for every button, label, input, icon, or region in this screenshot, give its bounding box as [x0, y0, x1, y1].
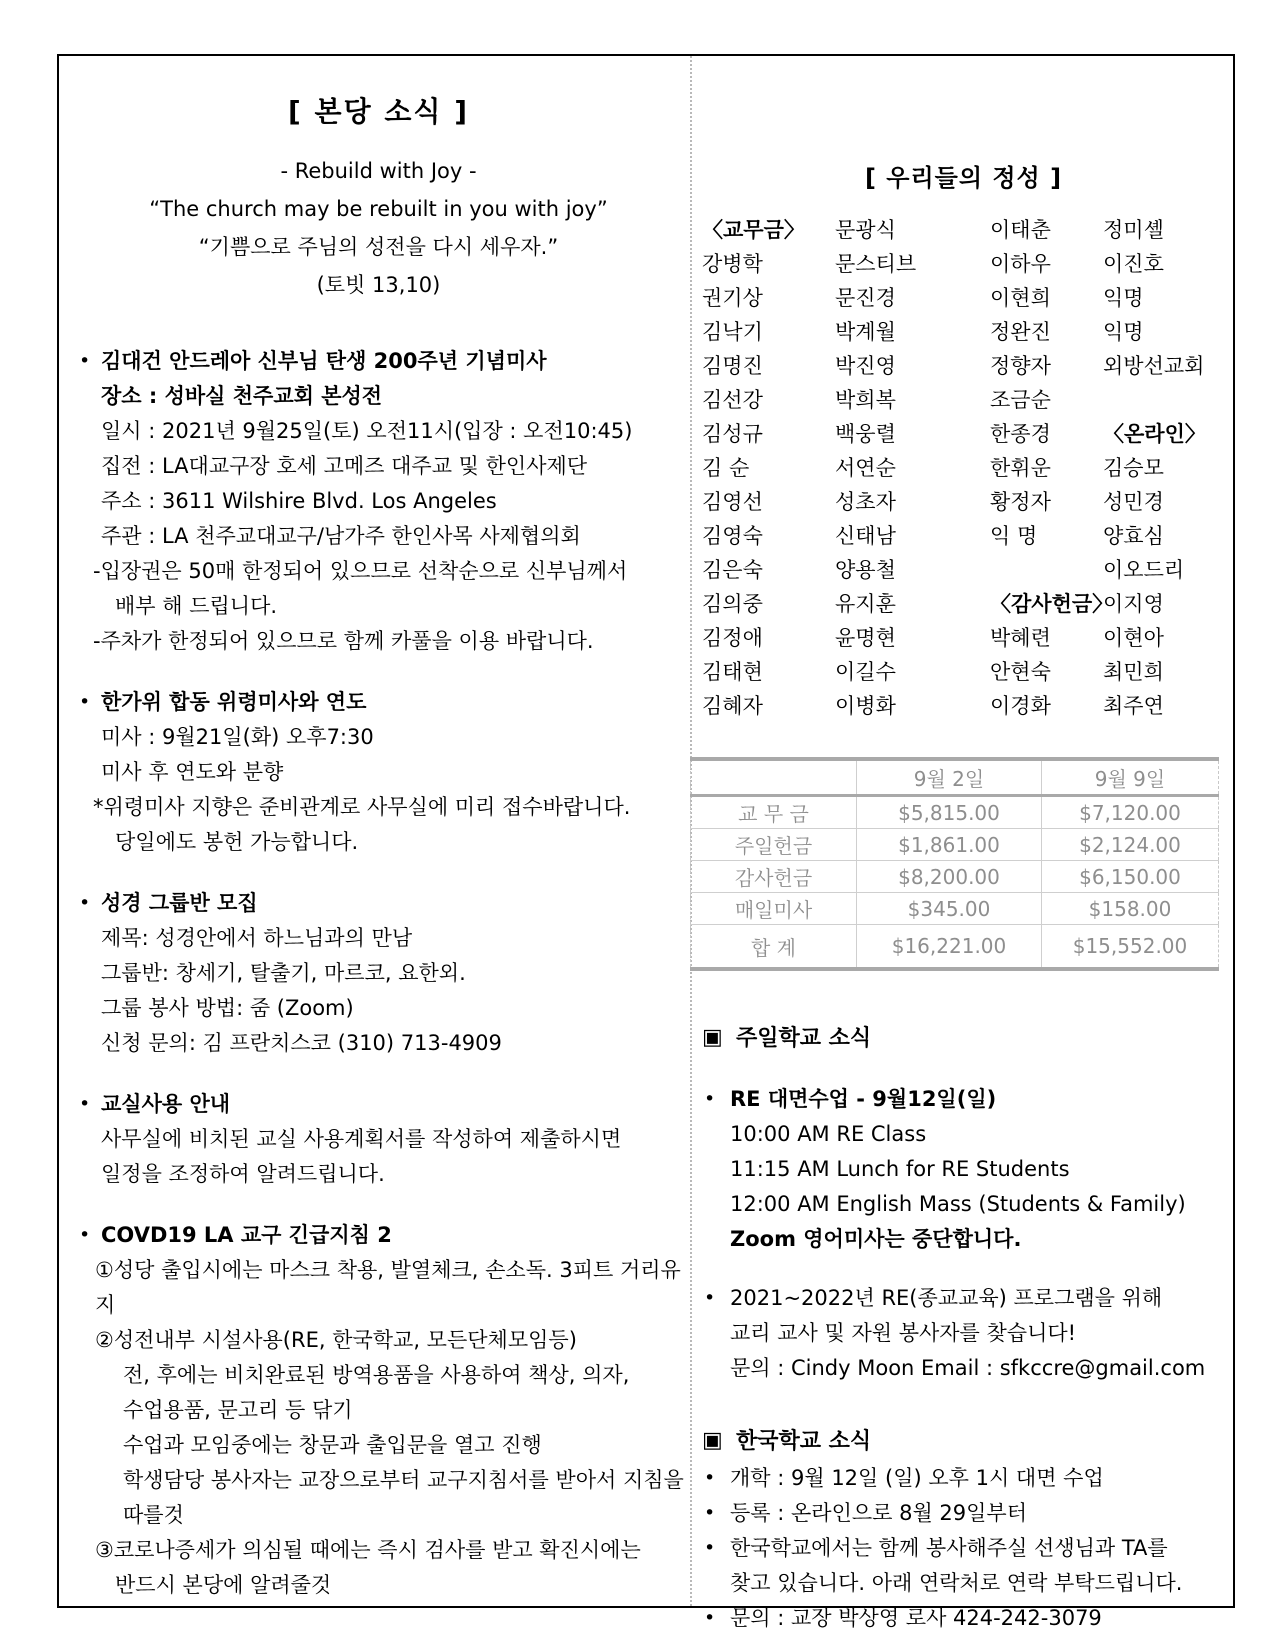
donor-name: 김은숙 [702, 558, 763, 582]
donor-name: 김성규 [702, 422, 763, 446]
total-amount-cell: $16,221.00 [857, 925, 1042, 970]
amount-cell: $2,124.00 [1042, 829, 1219, 861]
table-row [691, 861, 1219, 893]
donor-name: 양효심 [1103, 524, 1164, 548]
detail-line: 일시 : 2021년 9월25일(토) 오전11시(입장 : 오전10:45) [101, 419, 633, 443]
donor-name: 한휘운 [990, 456, 1051, 480]
donor-name: 김정애 [702, 626, 763, 650]
offerings-column [692, 56, 1233, 1630]
sunday-school-header [702, 1021, 1225, 1056]
square-bullet-icon: ▣ [702, 1428, 723, 1453]
donor-name [1103, 383, 1223, 417]
donor-name: 윤명현 [835, 626, 896, 650]
detail-line: 제목: 성경안에서 하느님과의 만남 [101, 926, 413, 950]
donor-name: 이길수 [835, 660, 896, 684]
re-class-heading [702, 1082, 1225, 1117]
donor-name: 최민희 [1103, 660, 1164, 684]
donor-name: 황정자 [990, 490, 1051, 514]
donor-name: 서연순 [835, 456, 896, 480]
donor-name: 〈교무금〉 [702, 218, 805, 242]
donor-column-2 [835, 213, 990, 723]
bulletin-sheet [57, 54, 1235, 1630]
donor-name: 조금순 [990, 388, 1051, 412]
section-heading [73, 344, 684, 379]
donor-name: 정미셸 [1103, 218, 1164, 242]
square-bullet-icon: ▣ [702, 1025, 723, 1050]
amount-cell: $345.00 [857, 893, 1042, 925]
korean-school-item-text: 한국학교에서는 함께 봉사해주실 선생님과 TA를 [730, 1536, 1168, 1560]
collection-table [690, 757, 1219, 971]
detail-line: -입장권은 50매 한정되어 있으므로 선착순으로 신부님께서 [93, 559, 628, 583]
section-memorial-mass [73, 685, 684, 860]
header-cell-blank [691, 759, 857, 796]
detail-line: 주소 : 3611 Wilshire Blvd. Los Angeles [101, 489, 497, 513]
amount-cell: $8,200.00 [857, 861, 1042, 893]
detail-line: 학생담당 봉사자는 교장으로부터 교구지침서를 받아서 지침을 [123, 1468, 684, 1492]
donor-name: 김선강 [702, 388, 763, 412]
donor-column-1 [702, 213, 835, 723]
korean-school-item [702, 1461, 1225, 1496]
donor-name [990, 553, 1103, 587]
detail-line: 신청 문의: 김 프란치스코 (310) 713-4909 [101, 1031, 502, 1055]
donor-name: 성초자 [835, 490, 896, 514]
donor-name: 성민경 [1103, 490, 1164, 514]
amount-cell: $7,120.00 [1042, 796, 1219, 829]
korean-school-item [702, 1531, 1225, 1566]
schedule-line: 10:00 AM RE Class [730, 1122, 927, 1146]
detail-line: 당일에도 봉헌 가능합니다. [115, 830, 359, 854]
donor-name: 김영숙 [702, 524, 763, 548]
donor-column-3 [990, 213, 1114, 723]
detail-line: -주차가 한정되어 있으므로 함께 카풀을 이용 바랍니다. [93, 629, 594, 653]
recruit-contact-line: 문의 : Cindy Moon Email : sfkccre@gmail.com [730, 1356, 1206, 1380]
korean-school-header [702, 1424, 1225, 1459]
donor-name: 김혜자 [702, 694, 763, 718]
donor-name: 〈감사헌금〉 [990, 592, 1114, 616]
amount-cell: $6,150.00 [1042, 861, 1219, 893]
donor-name: 〈온라인〉 [1103, 422, 1206, 446]
donor-name: 이오드리 [1103, 558, 1185, 582]
donor-name: 최주연 [1103, 694, 1164, 718]
korean-school-section [702, 1424, 1225, 1636]
detail-line: 배부 해 드립니다. [115, 594, 278, 618]
donor-name: 문스티브 [835, 252, 917, 276]
subtitle-line: (토빗 13,10) [316, 273, 441, 297]
donor-name: 이지영 [1103, 592, 1164, 616]
detail-line: 따를것 [123, 1503, 184, 1527]
donor-column-4 [1103, 213, 1223, 723]
detail-line: 주관 : LA 천주교대교구/남가주 한인사목 사제협의회 [101, 524, 581, 548]
donor-name: 김승모 [1103, 456, 1164, 480]
amount-cell: $5,815.00 [857, 796, 1042, 829]
detail-line: ③코로나증세가 의심될 때에는 즉시 검사를 받고 확진시에는 [95, 1538, 641, 1562]
table-row [691, 893, 1219, 925]
korean-school-item [702, 1496, 1225, 1531]
bullet-icon: • [79, 1093, 91, 1115]
bullet-icon: • [79, 892, 91, 914]
donor-name: 김영선 [702, 490, 763, 514]
donor-name: 양용철 [835, 558, 896, 582]
korean-school-item [702, 1601, 1225, 1636]
section-heading-text: COVD19 LA 교구 긴급지침 2 [101, 1223, 392, 1247]
bullet-icon: • [704, 1502, 716, 1524]
zoom-note-line: Zoom 영어미사는 중단합니다. [730, 1227, 1022, 1251]
header-cell-date1: 9월 2일 [857, 759, 1042, 796]
detail-line: 집전 : LA대교구장 호세 고메즈 대주교 및 한인사제단 [101, 454, 588, 478]
parish-news-title: [ 본당 소식 ] [287, 95, 470, 128]
donor-name: 박계월 [835, 320, 896, 344]
detail-line: ①성당 출입시에는 마스크 착용, 발열체크, 손소독. 3피트 거리유지 [95, 1258, 681, 1317]
section-heading-text: 김대건 안드레아 신부님 탄생 200주년 기념미사 [101, 349, 547, 373]
recruit-line: 교리 교사 및 자원 봉사자를 찾습니다! [730, 1321, 1077, 1345]
total-amount-cell: $15,552.00 [1042, 925, 1219, 970]
section-classroom-use [73, 1087, 684, 1192]
parish-news-subtitle [73, 152, 684, 304]
donor-name: 이태춘 [990, 218, 1051, 242]
bullet-icon: • [79, 350, 91, 372]
table-row [691, 829, 1219, 861]
row-label: 교 무 금 [691, 796, 857, 829]
donor-name: 김태현 [702, 660, 763, 684]
korean-school-item-text: 개학 : 9월 12일 (일) 오후 1시 대면 수업 [730, 1466, 1104, 1490]
donor-name: 유지훈 [835, 592, 896, 616]
donor-name: 강병학 [702, 252, 763, 276]
recruit-line-text: 2021~2022년 RE(종교교육) 프로그램을 위해 [730, 1286, 1163, 1310]
bullet-icon: • [704, 1607, 716, 1629]
donor-name: 문광식 [835, 218, 896, 242]
schedule-line: 11:15 AM Lunch for RE Students [730, 1157, 1070, 1181]
table-header-row [691, 759, 1219, 796]
donor-name: 김의중 [702, 592, 763, 616]
korean-school-items [702, 1461, 1225, 1636]
re-class-heading-text: RE 대면수업 - 9월12일(일) [730, 1087, 997, 1111]
bullet-icon: • [79, 691, 91, 713]
bullet-icon: • [704, 1088, 716, 1110]
section-heading-text: 성경 그룹반 모집 [101, 891, 258, 915]
donor-name: 이진호 [1103, 252, 1164, 276]
detail-line: 장소 : 성바실 천주교회 본성전 [101, 384, 383, 408]
detail-line: 수업용품, 문고리 등 닦기 [123, 1398, 353, 1422]
subtitle-line: “기쁨으로 주님의 성전을 다시 세우자.” [198, 235, 559, 259]
section-heading [73, 886, 684, 921]
section-bible-group [73, 886, 684, 1061]
donor-name: 권기상 [702, 286, 763, 310]
section-heading [73, 685, 684, 720]
donor-name: 이병화 [835, 694, 896, 718]
section-heading-text: 교실사용 안내 [101, 1092, 231, 1116]
table-total-row [691, 925, 1219, 970]
donor-name: 이하우 [990, 252, 1051, 276]
donor-name: 익 명 [990, 524, 1038, 548]
donor-name: 백웅렬 [835, 422, 896, 446]
detail-line: *위령미사 지향은 준비관계로 사무실에 미리 접수바랍니다. [93, 795, 631, 819]
donor-name: 김 순 [702, 456, 750, 480]
section-covid-guidelines [73, 1218, 684, 1603]
total-label: 합 계 [691, 925, 857, 970]
donor-name: 문진경 [835, 286, 896, 310]
donor-name: 박혜련 [990, 626, 1051, 650]
donor-name: 안현숙 [990, 660, 1051, 684]
donor-name: 김명진 [702, 354, 763, 378]
amount-cell: $158.00 [1042, 893, 1219, 925]
donor-name-grid [702, 213, 1225, 723]
section-heading [73, 1218, 684, 1253]
parish-news-column [59, 56, 690, 1606]
section-anniversary-mass [73, 344, 684, 659]
donor-name: 익명 [1103, 320, 1144, 344]
section-heading-text: 한가위 합동 위령미사와 연도 [101, 690, 367, 714]
detail-line: 사무실에 비치된 교실 사용계획서를 작성하여 제출하시면 [101, 1127, 622, 1151]
schedule-line: 12:00 AM English Mass (Students & Family) [730, 1192, 1186, 1216]
row-label: 감사헌금 [691, 861, 857, 893]
donor-name: 박희복 [835, 388, 896, 412]
donor-name: 김낙기 [702, 320, 763, 344]
detail-line: 반드시 본당에 알려줄것 [115, 1573, 332, 1597]
offerings-title: [ 우리들의 정성 ] [864, 164, 1063, 192]
korean-school-item-text: 문의 : 교장 박상영 로사 424-242-3079 [730, 1606, 1102, 1630]
korean-school-header-text: 한국학교 소식 [736, 1429, 872, 1454]
bullet-icon: • [79, 1224, 91, 1246]
donor-name: 정완진 [990, 320, 1051, 344]
sunday-school-section [702, 1021, 1225, 1386]
amount-cell: $1,861.00 [857, 829, 1042, 861]
donor-name: 한종경 [990, 422, 1051, 446]
detail-line: 전, 후에는 비치완료된 방역용품을 사용하여 책상, 의자, [123, 1363, 630, 1387]
detail-line: 그룹반: 창세기, 탈출기, 마르코, 요한외. [101, 961, 466, 985]
bullet-icon: • [704, 1467, 716, 1489]
detail-line: ②성전내부 시설사용(RE, 한국학교, 모든단체모임등) [95, 1328, 577, 1352]
row-label: 매일미사 [691, 893, 857, 925]
korean-school-item-continuation: 찾고 있습니다. 아래 연락처로 연락 부탁드립니다. [730, 1571, 1183, 1595]
bullet-icon: • [704, 1537, 716, 1559]
sunday-school-header-text: 주일학교 소식 [736, 1026, 872, 1051]
detail-line: 그룹 봉사 방법: 줌 (Zoom) [101, 996, 354, 1020]
donor-name: 신태남 [835, 524, 896, 548]
section-heading [73, 1087, 684, 1122]
donor-name: 이현아 [1103, 626, 1164, 650]
row-label: 주일헌금 [691, 829, 857, 861]
donor-name: 박진영 [835, 354, 896, 378]
detail-line: 일정을 조정하여 알려드립니다. [101, 1162, 385, 1186]
bullet-icon: • [704, 1287, 716, 1309]
donor-name: 이경화 [990, 694, 1051, 718]
table-row [691, 796, 1219, 829]
korean-school-item-text: 등록 : 온라인으로 8월 29일부터 [730, 1501, 1028, 1525]
header-cell-date2: 9월 9일 [1042, 759, 1219, 796]
subtitle-line: - Rebuild with Joy - [280, 159, 477, 183]
detail-line: 미사 후 연도와 분향 [101, 760, 284, 784]
donor-name: 정향자 [990, 354, 1051, 378]
detail-line: 수업과 모임중에는 창문과 출입문을 열고 진행 [123, 1433, 542, 1457]
recruit-line [702, 1281, 1225, 1316]
detail-line: 미사 : 9월21일(화) 오후7:30 [101, 725, 374, 749]
subtitle-line: “The church may be rebuilt in you with joy” [149, 197, 608, 221]
donor-name: 익명 [1103, 286, 1144, 310]
donor-name: 외방선교회 [1103, 354, 1205, 378]
donor-name: 이현희 [990, 286, 1051, 310]
